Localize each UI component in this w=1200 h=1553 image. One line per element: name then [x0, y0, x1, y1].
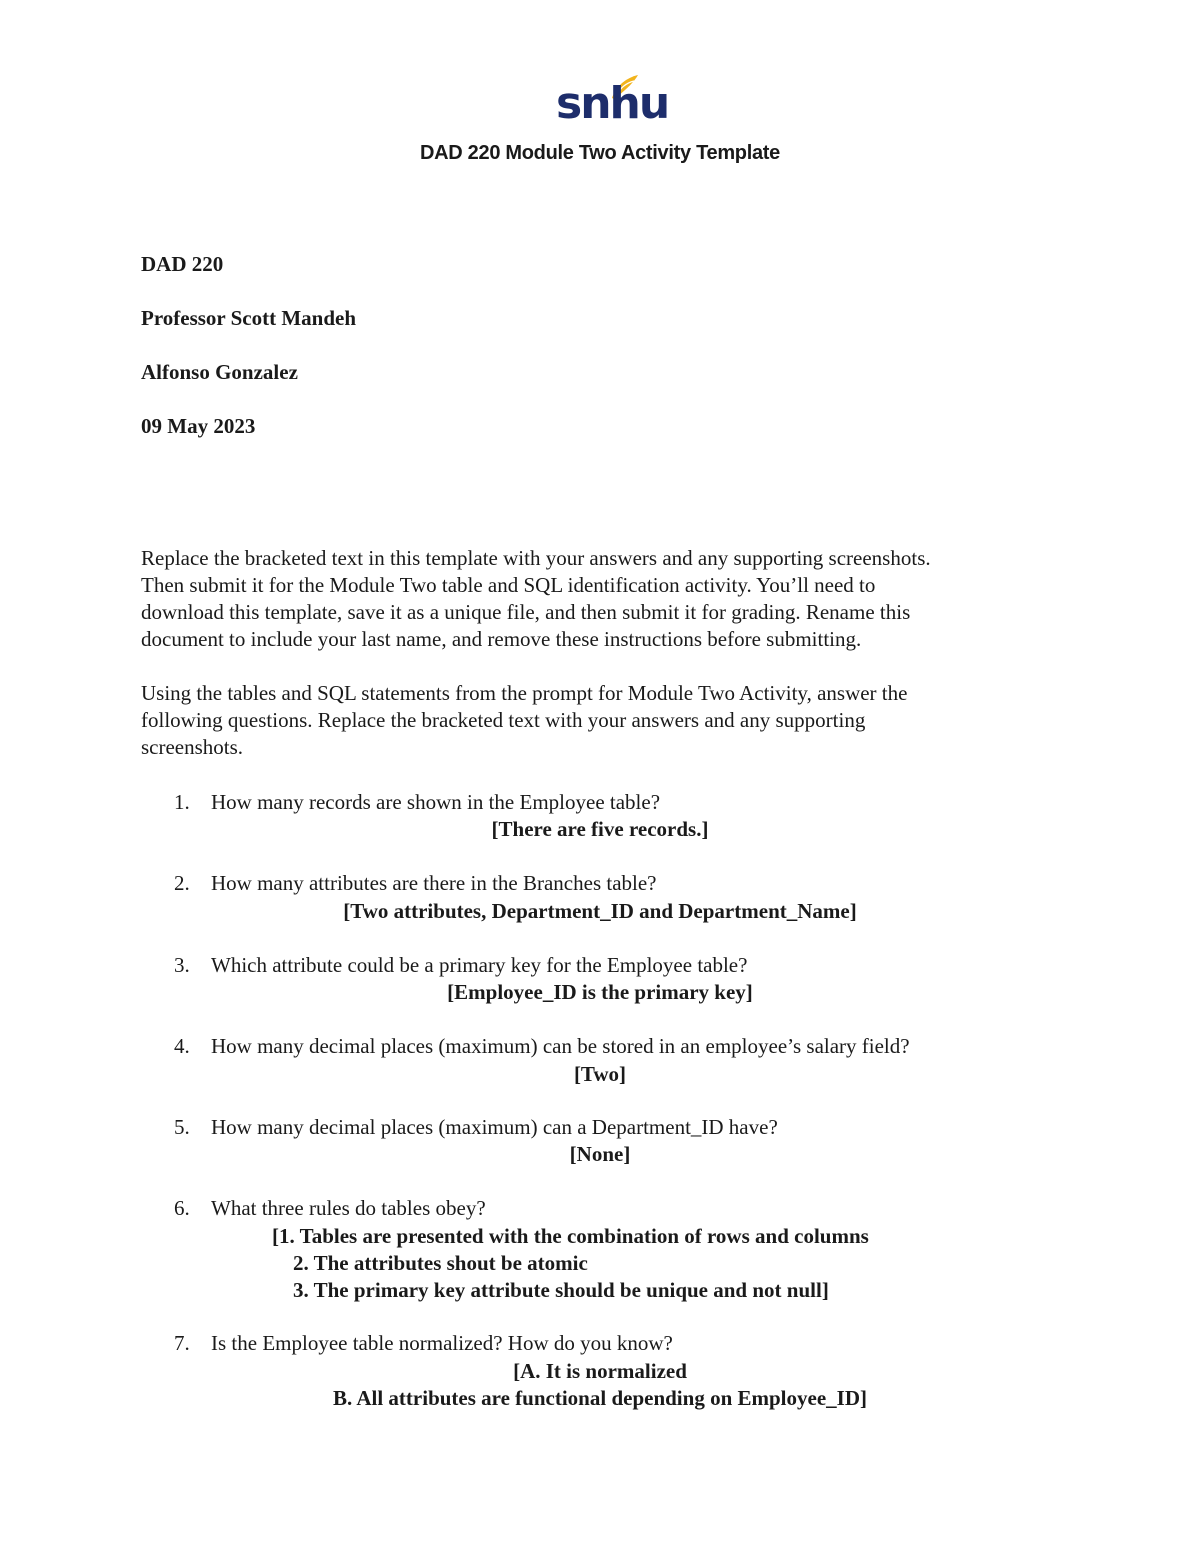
- professor-name: Professor Scott Mandeh: [141, 306, 357, 330]
- document-title: DAD 220 Module Two Activity Template: [419, 142, 780, 164]
- question-text: How many decimal places (maximum) can be stored in an employee’s salary field?: [211, 1034, 910, 1058]
- question-number: 2.: [174, 871, 190, 895]
- submission-date: 09 May 2023: [141, 414, 256, 438]
- course-code: DAD 220: [141, 252, 224, 276]
- text-line: download this template, save it as a unique file, and then submit it for grading. Rename this: [141, 600, 911, 624]
- student-name: Alfonso Gonzalez: [141, 360, 298, 384]
- question-text: How many records are shown in the Employee table?: [211, 790, 661, 814]
- question-text: How many decimal places (maximum) can a Department_ID have?: [211, 1115, 778, 1139]
- answer-text: [There are five records.]: [491, 817, 709, 841]
- answer-text: [None]: [569, 1142, 631, 1166]
- question-number: 4.: [174, 1034, 190, 1058]
- text-line: document to include your last name, and remove these instructions before submitting.: [141, 627, 862, 651]
- question-text: What three rules do tables obey?: [211, 1196, 486, 1220]
- answer-text: [Employee_ID is the primary key]: [447, 980, 753, 1004]
- answer-text: [Two attributes, Department_ID and Department_Name]: [343, 899, 857, 923]
- instructions-paragraph-2: [141, 680, 1041, 761]
- instructions-paragraph-1: [141, 545, 1041, 653]
- answer-line-2: B. All attributes are functional depending on Employee_ID]: [333, 1386, 867, 1410]
- text-line: screenshots.: [141, 735, 244, 759]
- logo-wordmark: snhu: [556, 78, 669, 129]
- question-text: Is the Employee table normalized? How do you know?: [211, 1331, 673, 1355]
- question-text: How many attributes are there in the Branches table?: [211, 871, 657, 895]
- answer-line-1: [1. Tables are presented with the combination of rows and columns: [272, 1224, 869, 1248]
- answer-line-2: 2. The attributes shout be atomic: [293, 1251, 588, 1275]
- text-line: Replace the bracketed text in this template with your answers and any supporting screenshots.: [141, 546, 931, 570]
- text-line: Using the tables and SQL statements from the prompt for Module Two Activity, answer the: [141, 681, 908, 705]
- question-number: 3.: [174, 953, 190, 977]
- answer-line-3: 3. The primary key attribute should be unique and not null]: [293, 1278, 829, 1302]
- question-number: 5.: [174, 1115, 190, 1139]
- question-text: Which attribute could be a primary key for the Employee table?: [211, 953, 748, 977]
- text-line: Then submit it for the Module Two table and SQL identification activity. You’ll need to: [141, 573, 876, 597]
- question-number: 1.: [174, 790, 190, 814]
- answer-line-1: [A. It is normalized: [513, 1359, 687, 1383]
- question-number: 6.: [174, 1196, 190, 1220]
- answer-text: [Two]: [573, 1062, 627, 1086]
- snhu-logo: [554, 72, 669, 134]
- text-line: following questions. Replace the bracketed text with your answers and any supporting: [141, 708, 866, 732]
- question-number: 7.: [174, 1331, 190, 1355]
